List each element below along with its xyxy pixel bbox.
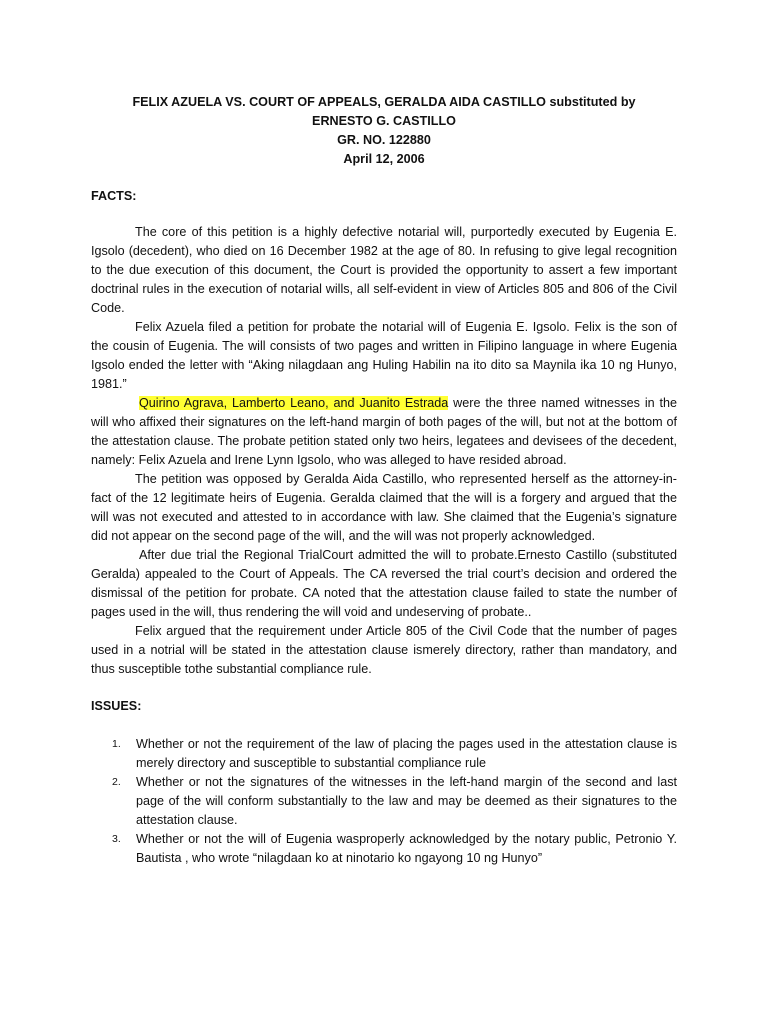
facts-paragraph-3-text: were the three named witnesses in the will who affixed their signatures on the left-hand margin of both pages of the will, but not at the bottom of the attestation clause. The probate petition stated only two heirs, legatees and devisees of the decedent, namely: Felix Azuela and Irene Lynn Igsolo, who was alleged to have resided abroad. [91, 396, 677, 467]
issue-text: Whether or not the will of Eugenia wasproperly acknowledged by the notary public, Petronio Y. Bautista , who wrote “nilagdaan ko at ninotario ko ngayong 10 ng Hunyo” [136, 832, 677, 865]
issue-number: 2. [112, 776, 121, 788]
highlighted-witness-names: Quirino Agrava, Lamberto Leano, and Juanito Estrada [139, 396, 449, 410]
list-item [91, 735, 677, 773]
facts-paragraph-3 [91, 394, 677, 470]
issue-number: 3. [112, 833, 121, 845]
issue-number: 1. [112, 738, 121, 750]
facts-heading: FACTS: [91, 189, 137, 203]
list-item [91, 830, 677, 868]
case-title: FELIX AZUELA VS. COURT OF APPEALS, GERALDA AIDA CASTILLO substituted by ERNESTO G. CASTILLO [132, 95, 636, 128]
facts-paragraph-5: After due trial the Regional TrialCourt admitted the will to probate.Ernesto Castillo (substituted Geralda) appealed to the Court of Appeals. The CA reversed the trial court’s decision and ordered the dismissal of the petition for probate. CA noted that the attestation clause failed to state the number of pages used in the will, thus rendering the will void and undeserving of probate.. [91, 548, 677, 619]
case-gr-number: GR. NO. 122880 [337, 133, 431, 147]
facts-paragraph-6: Felix argued that the requirement under Article 805 of the Civil Code that the number of pages used in a notrial will be stated in the attestation clause ismerely directory, rather than mandatory, and thus susceptible tothe substantial compliance rule. [91, 624, 677, 676]
list-item [91, 773, 677, 830]
issues-heading: ISSUES: [91, 699, 142, 713]
issue-text: Whether or not the requirement of the law of placing the pages used in the attestation clause is merely directory and susceptible to substantial compliance rule [136, 737, 677, 770]
facts-paragraph-4: The petition was opposed by Geralda Aida Castillo, who represented herself as the attorney-in-fact of the 12 legitimate heirs of Eugenia. Geralda claimed that the will is a forgery and argued that the will was not executed and attested to in accordance with law. She claimed that the Eugenia’s signature did not appear on the second page of the will, and the will was not properly acknowledged. [91, 472, 677, 543]
document-body [91, 93, 677, 868]
facts-paragraph-1: The core of this petition is a highly defective notarial will, purportedly executed by Eugenia E. Igsolo (decedent), who died on 16 December 1982 at the age of 80. In refusing to give legal recognition to the due execution of this document, the Court is provided the opportunity to assert a few important doctrinal rules in the execution of notarial wills, all self-evident in view of Articles 805 and 806 of the Civil Code. [91, 225, 677, 315]
case-date: April 12, 2006 [343, 152, 425, 166]
facts-paragraph-2: Felix Azuela filed a petition for probate the notarial will of Eugenia E. Igsolo. Felix is the son of the cousin of Eugenia. The will consists of two pages and written in Filipino language in where Eugenia Igsolo ended the letter with “Aking nilagdaan ang Huling Habilin na ito dito sa Maynila ika 10 ng Hunyo, 1981.” [91, 320, 677, 391]
case-title-block [91, 93, 677, 169]
issues-list [91, 735, 677, 868]
issue-text: Whether or not the signatures of the witnesses in the left-hand margin of the second and last page of the will conform substantially to the law and may be deemed as their signatures to the attestation clause. [136, 775, 677, 827]
